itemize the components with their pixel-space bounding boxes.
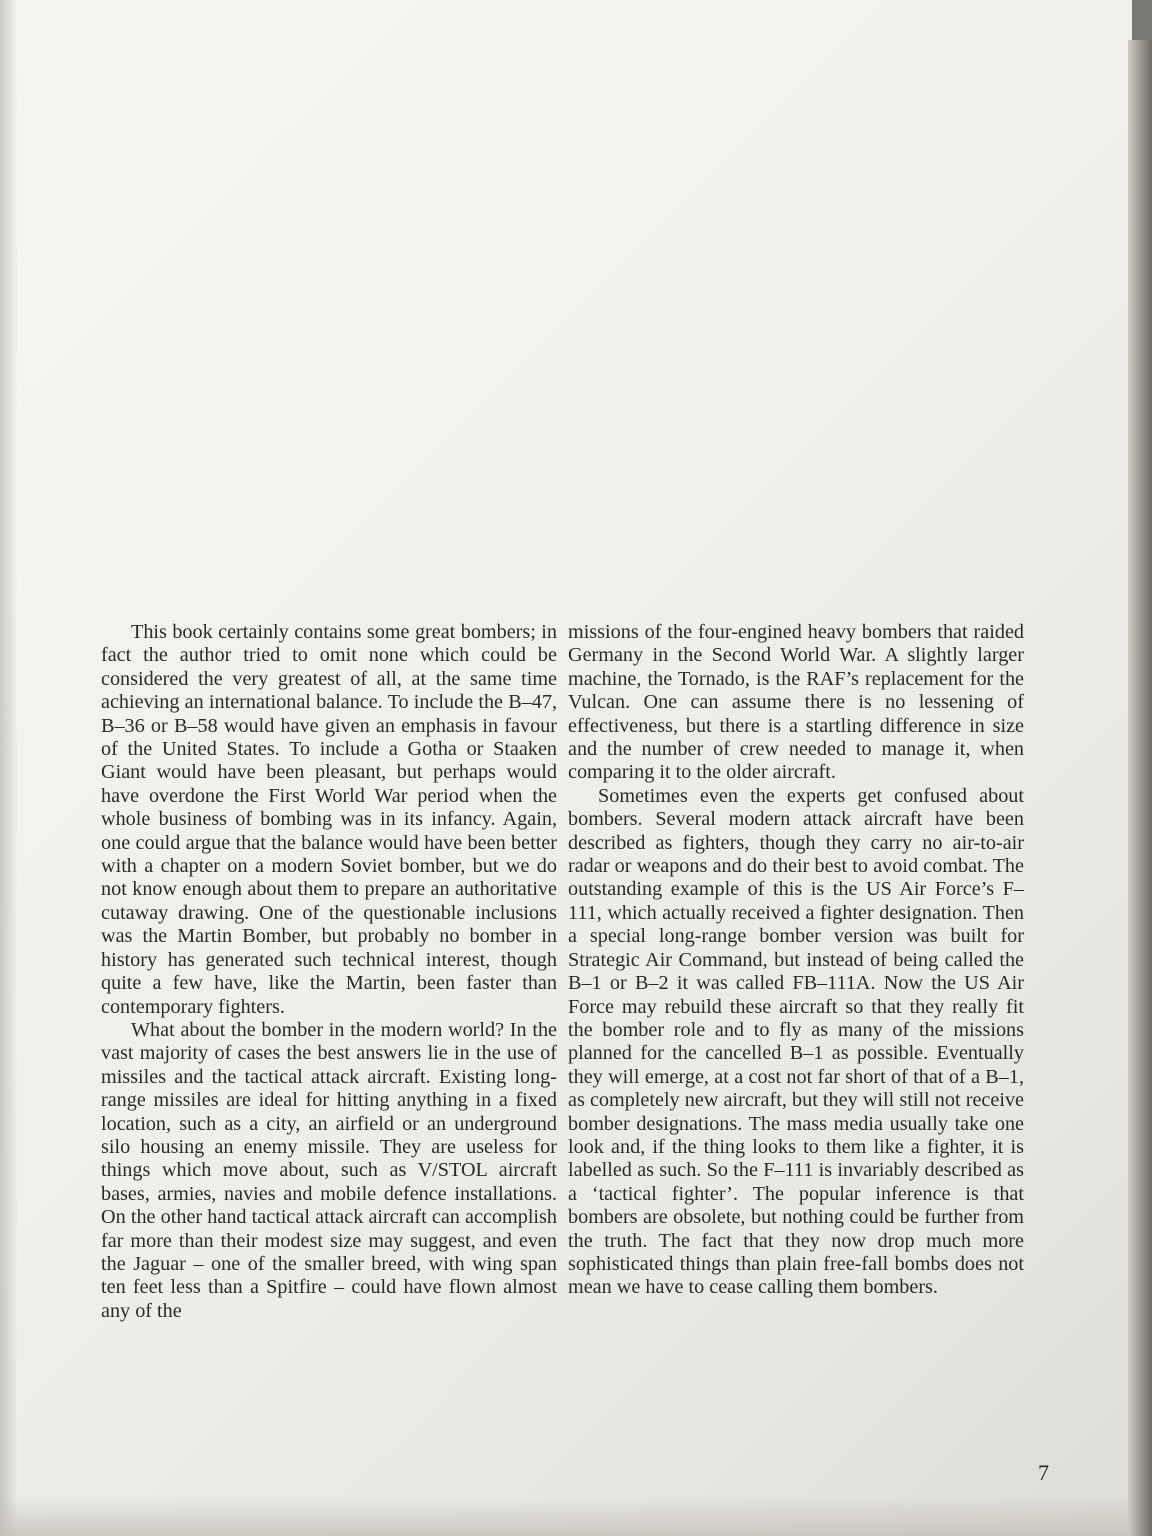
left-paragraph-2: What about the bomber in the modern world? In the vast majority of cases the best answers lie in the use of missiles and the tactical attack aircraft. Existing long-range missiles are ideal for hitting anything in a fixed location, such as a city, an airfield or an underground silo housing an enemy missile. They are useless for things which move about, such as V/STOL aircraft bases, armies, navies and mobile defence installations. On the other hand tactical attack aircraft can accomplish far more than their modest size may suggest, and even the Jaguar – one of the smaller breed, with wing span ten feet less than a Spitfire – could have flown almost any of the — [101, 1018, 557, 1322]
page-edge — [1128, 40, 1152, 1536]
right-text-column — [568, 621, 1024, 1300]
left-text-column — [101, 621, 557, 1323]
left-paragraph-1: This book certainly contains some great bombers; in fact the author tried to omit none which could be considered the very greatest of all, at the same time achieving an international balance. To include the B–47, B–36 or B–58 would have given an emphasis in favour of the United States. To include a Gotha or Staaken Giant would have been pleasant, but perhaps would have overdone the First World War period when the whole business of bombing was in its infancy. Again, one could argue that the balance would have been better with a chapter on a modern Soviet bomber, but we do not know enough about them to prepare an authoritative cutaway drawing. One of the questionable inclusions was the Martin Bomber, but probably no bomber in history has generated such technical interest, though quite a few have, like the Martin, been faster than contemporary fighters. — [101, 621, 557, 1018]
right-paragraph-2: Sometimes even the experts get confused about bombers. Several modern attack aircraft have been described as fighters, though they carry no air-to-air radar or weapons and do their best to avoid combat. The outstanding example of this is the US Air Force’s F–111, which actually received a fighter designation. Then a special long-range bomber version was built for Strategic Air Command, but instead of being called the B–1 or B–2 it was called FB–111A. Now the US Air Force may rebuild these aircraft so that they really fit the bomber role and to fly as many of the missions planned for the cancelled B–1 as possible. Eventually they will emerge, at a cost not far short of that of a B–1, as completely new aircraft, but they will still not receive bomber designations. The mass media usually take one look and, if the thing looks to them like a fighter, it is labelled as such. So the F–111 is invariably described as a ‘tactical fighter’. The popular inference is that bombers are obsolete, but nothing could be further from the truth. The fact that they now drop much more sophisticated things than plain free-fall bombs does not mean we have to cease calling them bombers. — [568, 784, 1024, 1299]
page-number: 7 — [1038, 1460, 1049, 1485]
page-bottom-shadow — [0, 1496, 1132, 1536]
spine-shadow — [0, 0, 18, 1536]
right-paragraph-1: missions of the four-engined heavy bombers that raided Germany in the Second World War. A slightly larger machine, the Tornado, is the RAF’s replacement for the Vulcan. One can assume there is no lessening of effectiveness, but there is a startling difference in size and the number of crew needed to manage it, when comparing it to the older aircraft. — [568, 621, 1024, 784]
